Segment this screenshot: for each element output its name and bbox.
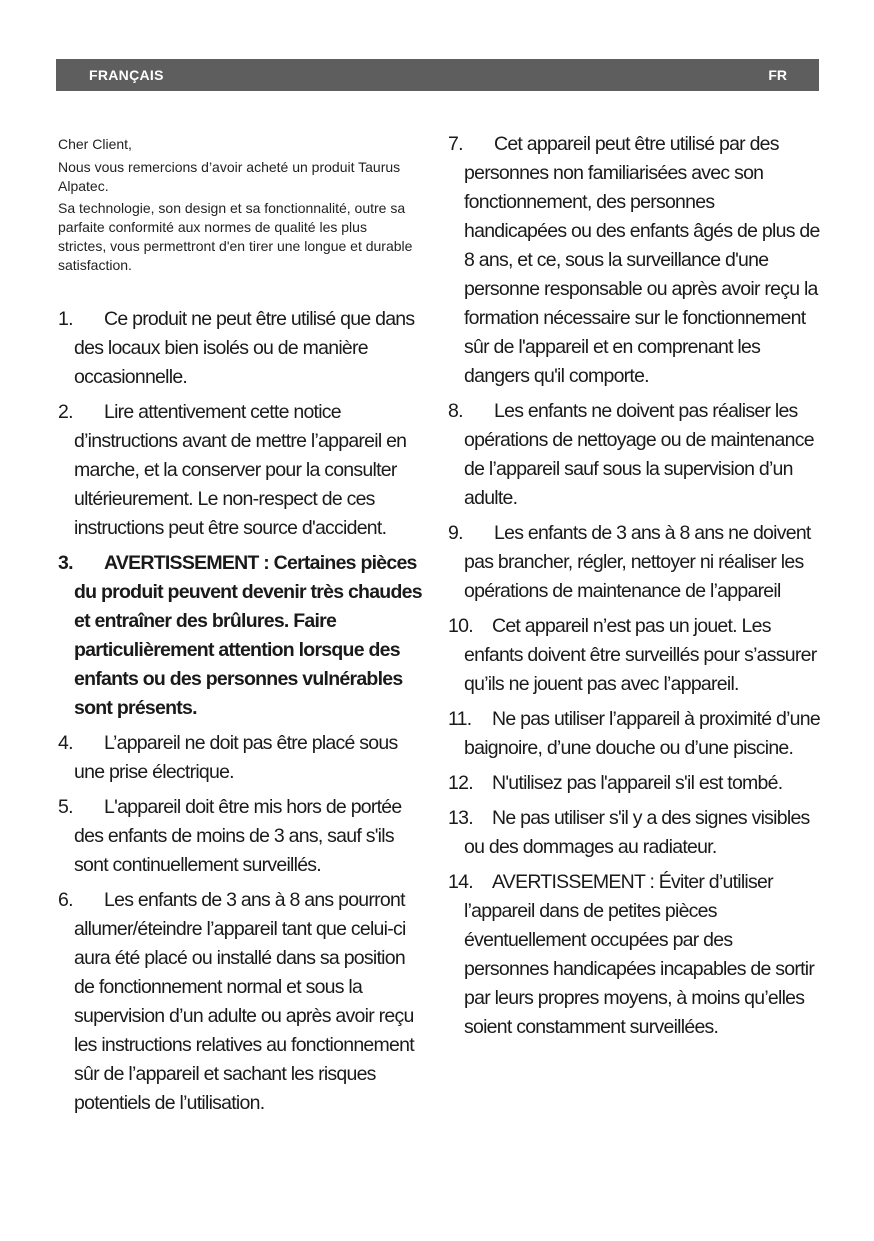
item-number: 8. (448, 400, 463, 422)
item-text: L’appareil ne doit pas être placé sous une prise électrique. (74, 732, 398, 783)
item-number: 3. (58, 552, 73, 574)
safety-item-2 (58, 398, 428, 543)
safety-item-10 (448, 612, 820, 699)
intro-greeting: Cher Client, (58, 136, 132, 152)
item-number: 11. (448, 708, 472, 730)
item-text: Cet appareil n’est pas un jouet. Les enfants doivent être surveillés pour s’assurer qu’ils ne jouent pas avec l’appareil. (464, 615, 817, 695)
safety-item-1 (58, 305, 428, 392)
item-number: 1. (58, 308, 73, 330)
safety-item-9 (448, 519, 820, 606)
item-text: AVERTISSEMENT : Éviter d’utiliser l’appareil dans de petites pièces éventuellement occupées par des personnes handicapées incapables de sortir par leurs propres moyens, à moins qu’elles soient constamment surveillées. (464, 871, 815, 1038)
header-bar (56, 59, 819, 91)
item-number: 4. (58, 732, 73, 754)
safety-item-8 (448, 397, 820, 513)
language-code: FR (768, 67, 787, 83)
left-column (58, 305, 428, 1124)
safety-item-6 (58, 886, 428, 1118)
safety-item-4 (58, 729, 428, 787)
safety-item-13 (448, 804, 820, 862)
item-text: Les enfants de 3 ans à 8 ans pourront allumer/éteindre l’appareil tant que celui-ci aura été placé ou installé dans sa position de fonctionnement normal et sous la supervision d’un adulte ou après avoir reçu les instructions relatives au fonctionnement sûr de l’appareil et sachant les risques potentiels de l’utilisation. (74, 889, 414, 1114)
item-text: Ne pas utiliser l’appareil à proximité d’une baignoire, d’une douche ou d’une piscine. (464, 708, 820, 759)
item-number: 5. (58, 796, 73, 818)
item-number: 12. (448, 772, 473, 794)
item-number: 6. (58, 889, 73, 911)
safety-item-7 (448, 130, 820, 391)
item-number: 9. (448, 522, 463, 544)
language-label: FRANÇAIS (89, 67, 164, 83)
item-text: Cet appareil peut être utilisé par des personnes non familiarisées avec son fonctionnement, des personnes handicapées ou des enfants âgés de plus de 8 ans, et ce, sous la surveillance d'une personne responsable ou après avoir reçu la formation nécessaire sur le fonctionnement sûr de l'appareil et en comprenant les dangers qu'il comporte. (464, 133, 820, 387)
intro-thanks: Nous vous remercions d’avoir acheté un produit Taurus Alpatec. (58, 159, 401, 194)
safety-item-12 (448, 769, 820, 798)
item-text: Les enfants de 3 ans à 8 ans ne doivent pas brancher, régler, nettoyer ni réaliser les opérations de maintenance de l’appareil (464, 522, 811, 602)
item-text: Ce produit ne peut être utilisé que dans des locaux bien isolés ou de manière occasionnelle. (74, 308, 415, 388)
item-number: 2. (58, 401, 73, 423)
item-number: 10. (448, 615, 473, 637)
item-number: 13. (448, 807, 473, 829)
right-column (448, 130, 820, 1048)
safety-item-11 (448, 705, 820, 763)
safety-item-3-warning (58, 549, 428, 723)
item-text: Les enfants ne doivent pas réaliser les opérations de nettoyage ou de maintenance de l’appareil sauf sous la supervision d’un adulte. (464, 400, 814, 509)
item-text: Lire attentivement cette notice d’instructions avant de mettre l’appareil en marche, et la conserver pour la consulter ultérieurement. Le non-respect de ces instructions peut être source d'accident. (74, 401, 407, 539)
item-text: AVERTISSEMENT : Certaines pièces du produit peuvent devenir très chaudes et entraîner des brûlures. Faire particulièrement attention lorsque des enfants ou des personnes vulnérables sont présents. (74, 552, 422, 719)
item-text: Ne pas utiliser s'il y a des signes visibles ou des dommages au radiateur. (464, 807, 810, 858)
intro-block (58, 135, 418, 278)
item-number: 7. (448, 133, 463, 155)
safety-item-14 (448, 868, 820, 1042)
item-text: N'utilisez pas l'appareil s'il est tombé. (492, 772, 783, 794)
item-number: 14. (448, 871, 473, 893)
item-text: L'appareil doit être mis hors de portée des enfants de moins de 3 ans, sauf s'ils sont continuellement surveillés. (74, 796, 402, 876)
safety-item-5 (58, 793, 428, 880)
intro-description: Sa technologie, son design et sa fonctionnalité, outre sa parfaite conformité aux normes de qualité les plus strictes, vous permettront d'en tirer une longue et durable satisfaction. (58, 200, 413, 273)
